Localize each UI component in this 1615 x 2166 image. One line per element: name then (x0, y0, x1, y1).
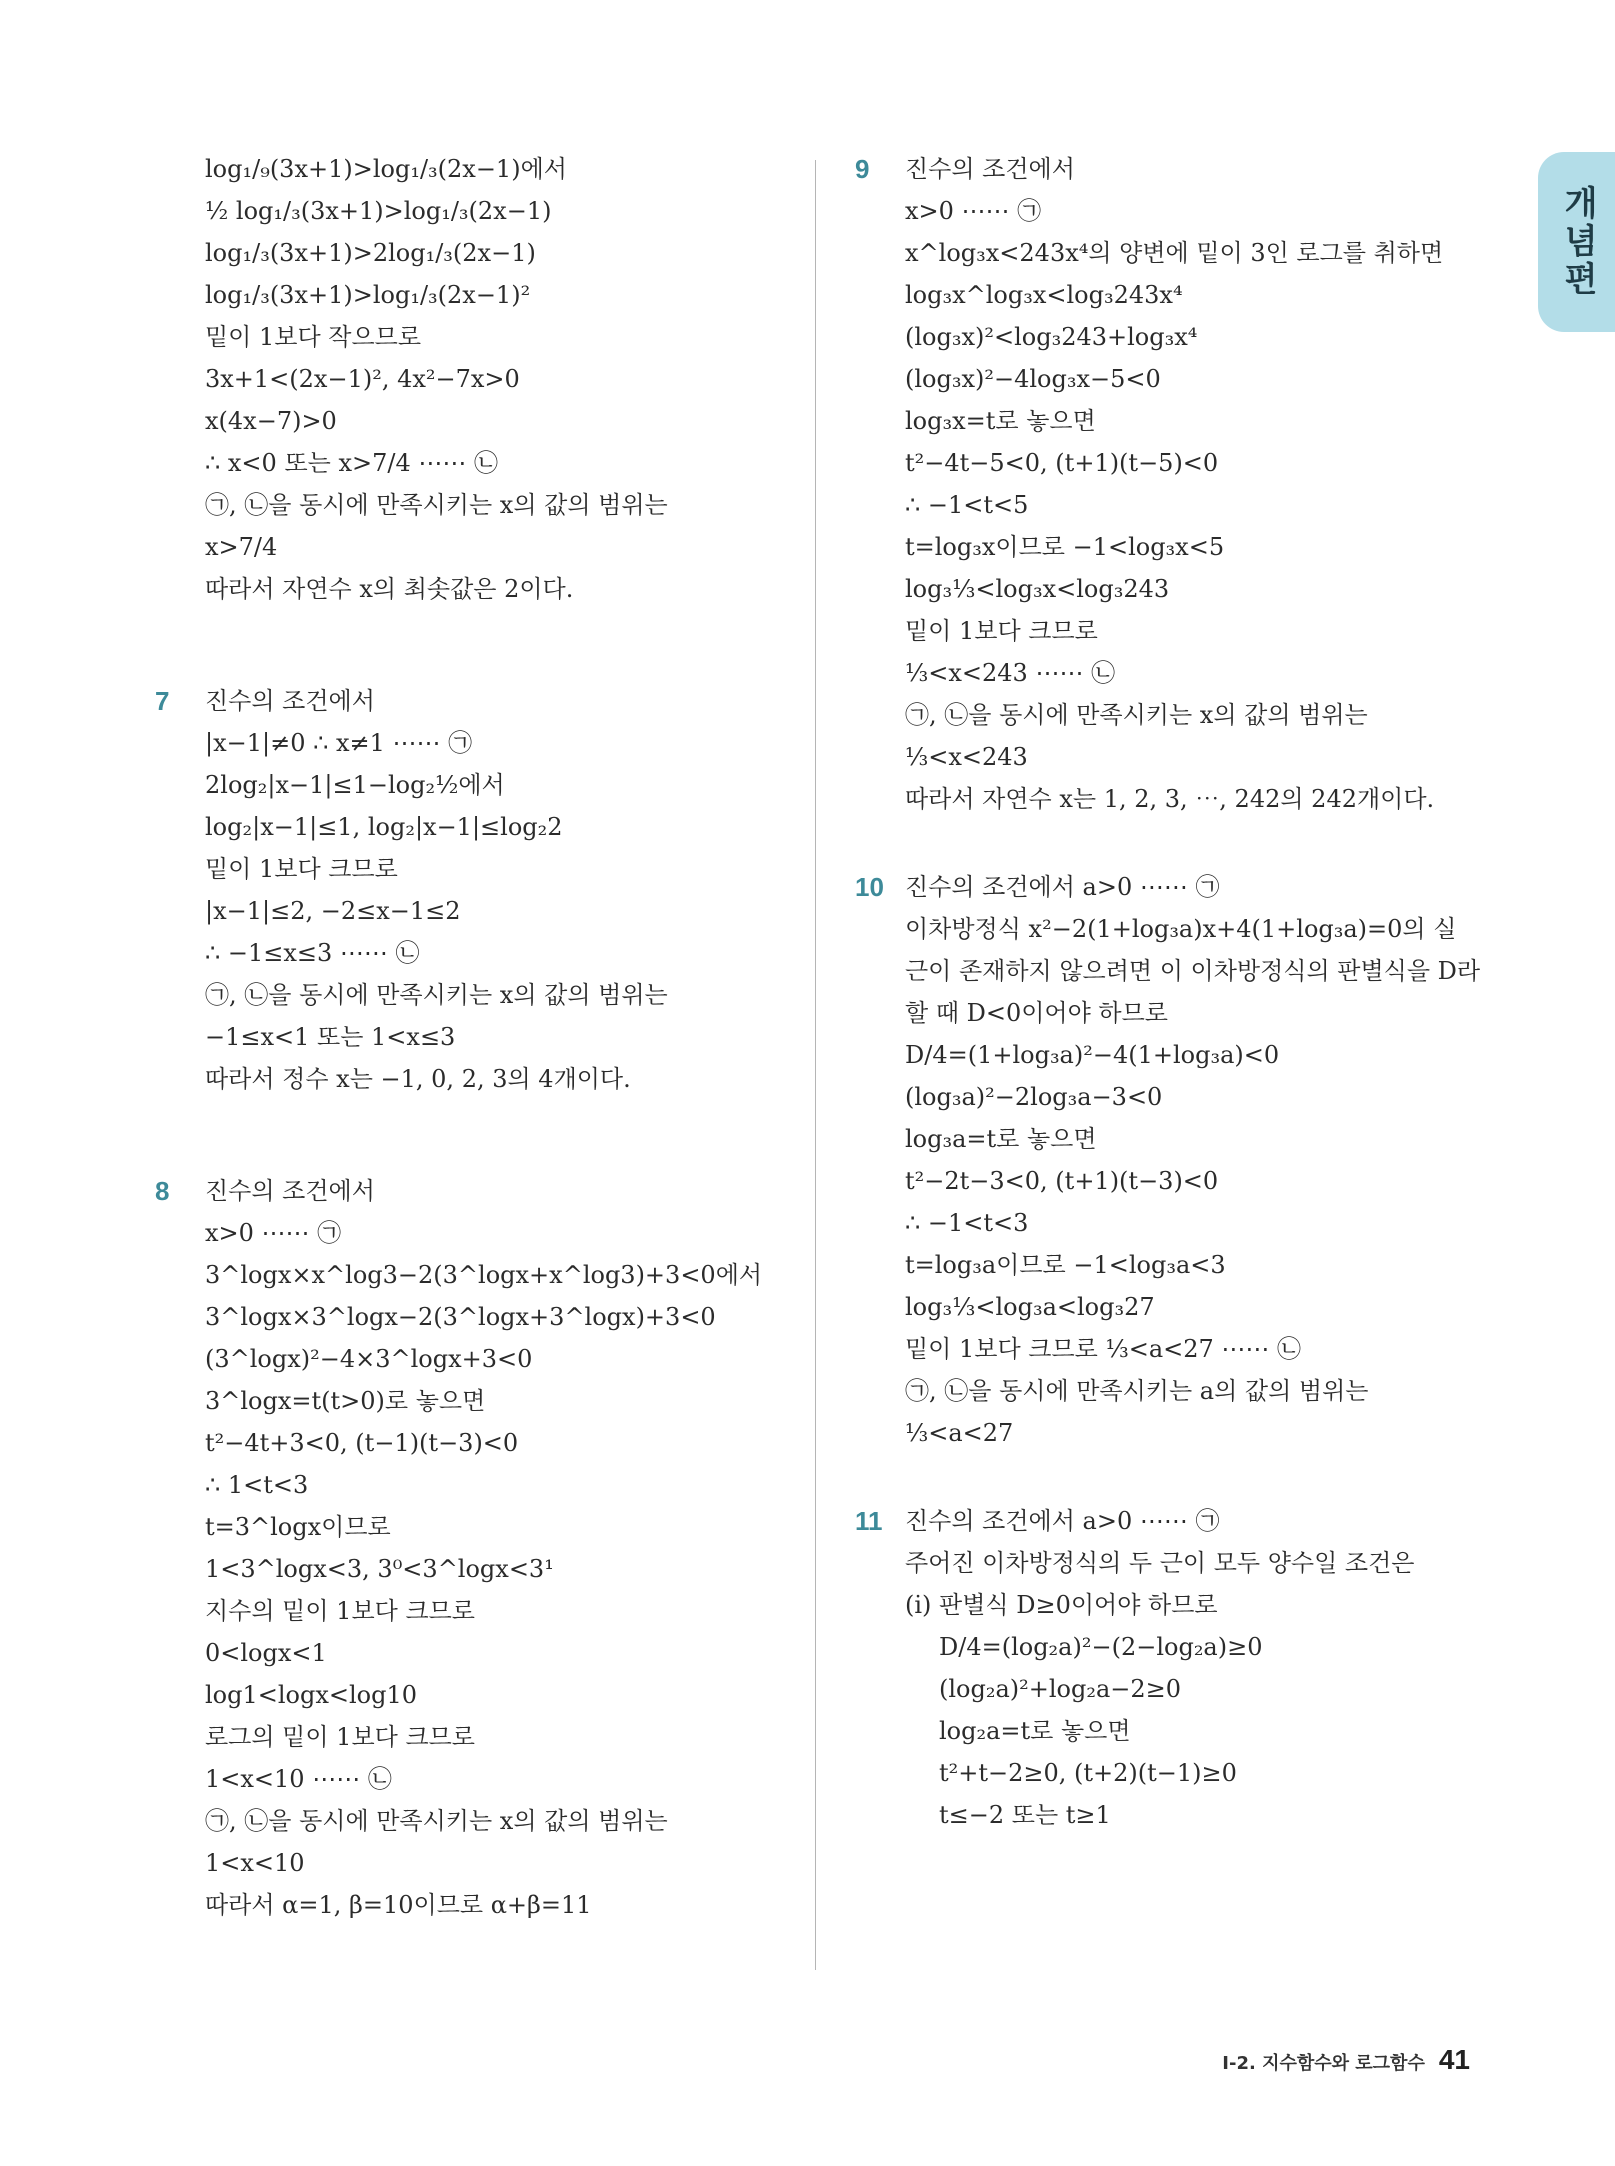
solution-line: 진수의 조건에서 (205, 1177, 375, 1205)
solution-sub-line: t≤−2 또는 t≥1 (939, 1801, 1111, 1829)
solution-line: log₃x^log₃x<log₃243x⁴ (905, 281, 1183, 309)
problem-10 (855, 866, 1495, 1454)
solution-line: ㉠, ㉡을 동시에 만족시키는 x의 값의 범위는 (205, 491, 668, 519)
solution-line: D/4=(1+log₃a)²−4(1+log₃a)<0 (905, 1041, 1280, 1069)
solution-line: log1<logx<log10 (205, 1681, 418, 1709)
solution-line: ㉠, ㉡을 동시에 만족시키는 x의 값의 범위는 (205, 1807, 668, 1835)
solution-line: t²−2t−3<0, (t+1)(t−3)<0 (905, 1167, 1219, 1195)
solution-line: x(4x−7)>0 (205, 407, 337, 435)
problem-number: 11 (855, 1506, 883, 1536)
solution-line: t=3^logx이므로 (205, 1513, 391, 1541)
problem-number: 9 (855, 154, 870, 184)
solution-line: log₃a=t로 놓으면 (905, 1125, 1097, 1153)
solution-sub-line: log₂a=t로 놓으면 (939, 1717, 1131, 1745)
problem-7 (155, 680, 795, 1100)
solution-line: 밑이 1보다 크므로 (205, 855, 398, 883)
solution-line: ㉠, ㉡을 동시에 만족시키는 x의 값의 범위는 (905, 701, 1368, 729)
problem-9 (855, 148, 1495, 820)
solution-line: ⅓<x<243 ⋯⋯ ㉡ (905, 659, 1116, 687)
solution-line: ∴ −1≤x≤3 ⋯⋯ ㉡ (205, 939, 420, 967)
solution-sub-line: t²+t−2≥0, (t+2)(t−1)≥0 (939, 1759, 1237, 1787)
section-tab (1538, 152, 1615, 332)
solution-line: 2log₂|x−1|≤1−log₂½에서 (205, 771, 505, 799)
section-tab-label: 개념편 (1557, 185, 1598, 299)
solution-line: 밑이 1보다 작으므로 (205, 323, 421, 351)
solution-line: 근이 존재하지 않으려면 이 이차방정식의 판별식을 D라 (905, 957, 1481, 985)
solution-line: ∴ −1<t<3 (905, 1209, 1029, 1237)
problem-6-continuation (155, 148, 795, 610)
solution-line: 1<3^logx<3, 3⁰<3^logx<3¹ (205, 1555, 554, 1583)
solution-line: log₃⅓<log₃a<log₃27 (905, 1293, 1155, 1321)
solution-line: 3^logx×x^log3−2(3^logx+x^log3)+3<0에서 (205, 1261, 763, 1289)
solution-line: x>0 ⋯⋯ ㉠ (205, 1219, 342, 1247)
solution-line: log₃x=t로 놓으면 (905, 407, 1096, 435)
solution-line: log₁/₉(3x+1)>log₁/₃(2x−1)에서 (205, 155, 567, 183)
solution-line: x^log₃x<243x⁴의 양변에 밑이 3인 로그를 취하면 (905, 239, 1444, 267)
solution-line: x>0 ⋯⋯ ㉠ (905, 197, 1042, 225)
solution-line: 진수의 조건에서 (905, 155, 1075, 183)
solution-line: ∴ x<0 또는 x>7/4 ⋯⋯ ㉡ (205, 449, 498, 477)
solution-line: log₃⅓<log₃x<log₃243 (905, 575, 1170, 603)
solution-line: 1<x<10 (205, 1849, 305, 1877)
solution-line: 할 때 D<0이어야 하므로 (905, 999, 1168, 1027)
solution-line: log₁/₃(3x+1)>2log₁/₃(2x−1) (205, 239, 536, 267)
solution-line: ㉠, ㉡을 동시에 만족시키는 x의 값의 범위는 (205, 981, 668, 1009)
solution-line: t=log₃x이므로 −1<log₃x<5 (905, 533, 1225, 561)
solution-line: −1≤x<1 또는 1<x≤3 (205, 1023, 456, 1051)
solution-line: 로그의 밑이 1보다 크므로 (205, 1723, 475, 1751)
solution-line: (log₃a)²−2log₃a−3<0 (905, 1083, 1163, 1111)
problem-8 (155, 1170, 795, 1926)
solution-line: t²−4t−5<0, (t+1)(t−5)<0 (905, 449, 1219, 477)
solution-line: ㉠, ㉡을 동시에 만족시키는 a의 값의 범위는 (905, 1377, 1369, 1405)
solution-line: |x−1|≠0 ∴ x≠1 ⋯⋯ ㉠ (205, 729, 473, 757)
problem-number: 10 (855, 872, 884, 902)
page-number: 41 (1438, 2044, 1470, 2075)
solution-line: 진수의 조건에서 a>0 ⋯⋯ ㉠ (905, 873, 1220, 901)
solution-line: ⅓<a<27 (905, 1419, 1014, 1447)
problem-11 (855, 1500, 1495, 1836)
solution-line: (log₃x)²−4log₃x−5<0 (905, 365, 1161, 393)
solution-line: 3^logx=t(t>0)로 놓으면 (205, 1387, 486, 1415)
solution-line: 3x+1<(2x−1)², 4x²−7x>0 (205, 365, 520, 393)
solution-line: 따라서 자연수 x의 최솟값은 2이다. (205, 575, 574, 603)
solution-line: ½ log₁/₃(3x+1)>log₁/₃(2x−1) (205, 197, 552, 225)
solution-line: log₁/₃(3x+1)>log₁/₃(2x−1)² (205, 281, 531, 309)
solution-line: ∴ 1<t<3 (205, 1471, 309, 1499)
solution-line: 밑이 1보다 크므로 (905, 617, 1098, 645)
solution-line: |x−1|≤2, −2≤x−1≤2 (205, 897, 461, 925)
solution-line: (ⅰ) 판별식 D≥0이어야 하므로 (905, 1591, 1218, 1619)
solution-line: 따라서 α=1, β=10이므로 α+β=11 (205, 1891, 592, 1919)
solution-line: 3^logx×3^logx−2(3^logx+3^logx)+3<0 (205, 1303, 716, 1331)
solution-line: t²−4t+3<0, (t−1)(t−3)<0 (205, 1429, 519, 1457)
solution-line: 진수의 조건에서 a>0 ⋯⋯ ㉠ (905, 1507, 1220, 1535)
solution-line: 지수의 밑이 1보다 크므로 (205, 1597, 475, 1625)
solution-line: ∴ −1<t<5 (905, 491, 1029, 519)
solution-line: 주어진 이차방정식의 두 근이 모두 양수일 조건은 (905, 1549, 1415, 1577)
solution-line: (3^logx)²−4×3^logx+3<0 (205, 1345, 533, 1373)
solution-line: 밑이 1보다 크므로 ⅓<a<27 ⋯⋯ ㉡ (905, 1335, 1302, 1363)
right-column (855, 148, 1495, 1836)
solution-line: log₂|x−1|≤1, log₂|x−1|≤log₂2 (205, 813, 563, 841)
page-footer (1222, 2044, 1470, 2076)
chapter-label: Ⅰ-2. 지수함수와 로그함수 (1222, 2053, 1425, 2074)
left-column (155, 148, 795, 1926)
problem-number: 7 (155, 686, 170, 716)
solution-line: 따라서 정수 x는 −1, 0, 2, 3의 4개이다. (205, 1065, 631, 1093)
solution-sub-line: (log₂a)²+log₂a−2≥0 (939, 1675, 1182, 1703)
solution-line: 이차방정식 x²−2(1+log₃a)x+4(1+log₃a)=0의 실 (905, 915, 1457, 943)
solution-line: t=log₃a이므로 −1<log₃a<3 (905, 1251, 1226, 1279)
solution-line: 1<x<10 ⋯⋯ ㉡ (205, 1765, 392, 1793)
solution-line: 0<logx<1 (205, 1639, 327, 1667)
solution-line: 따라서 자연수 x는 1, 2, 3, ⋯, 242의 242개이다. (905, 785, 1435, 813)
solution-sub-line: D/4=(log₂a)²−(2−log₂a)≥0 (939, 1633, 1263, 1661)
solution-line: ⅓<x<243 (905, 743, 1028, 771)
solution-line: x>7/4 (205, 533, 278, 561)
column-divider (815, 160, 816, 1970)
solution-line: 진수의 조건에서 (205, 687, 375, 715)
problem-number: 8 (155, 1176, 170, 1206)
solution-line: (log₃x)²<log₃243+log₃x⁴ (905, 323, 1198, 351)
